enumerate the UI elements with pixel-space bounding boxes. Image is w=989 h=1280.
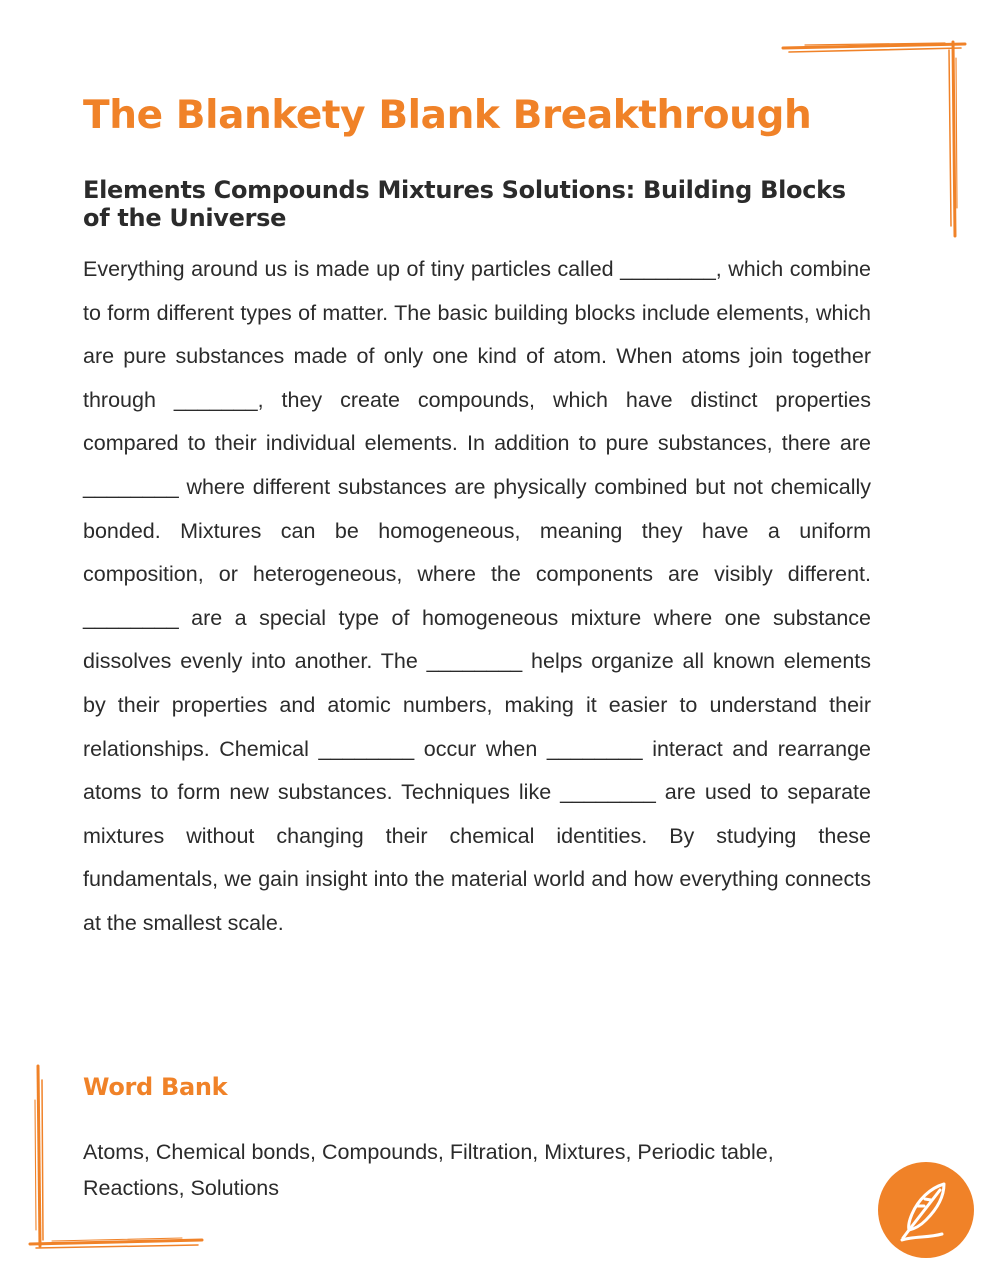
feather-quill-icon (878, 1162, 974, 1258)
page-title: The Blankety Blank Breakthrough (83, 93, 812, 138)
word-bank-list: Atoms, Chemical bonds, Compounds, Filtration, Mixtures, Periodic table, Reactions, Solutions (83, 1140, 774, 1200)
brand-logo (878, 1162, 974, 1258)
page-subtitle: Elements Compounds Mixtures Solutions: Building Blocks of the Universe (83, 176, 846, 232)
word-bank-heading: Word Bank (83, 1073, 228, 1101)
cloze-passage: Everything around us is made up of tiny particles called ________, which combine to form different types of matter. The basic building blocks include elements, which are pure substances made of only one kind of atom. When atoms join together through _______, they create compounds, which have distinct properties compared to their individual elements. In addition to pure substances, there are ________ where different substances are physically combined but not chemically bonded. Mixtures can be homogeneous, meaning they have a uniform composition, or heterogeneous, where the components are visibly different. ________ are a special type of homogeneous mixture where one substance dissolves evenly into another. The ________ helps organize all known elements by their properties and atomic numbers, making it easier to understand their relationships. Chemical ________ occur when ________ interact and rearrange atoms to form new substances. Techniques like ________ are used to separate mixtures without changing their chemical identities. By studying these fundamentals, we gain insight into the material world and how everything connects at the smallest scale. (83, 257, 871, 935)
